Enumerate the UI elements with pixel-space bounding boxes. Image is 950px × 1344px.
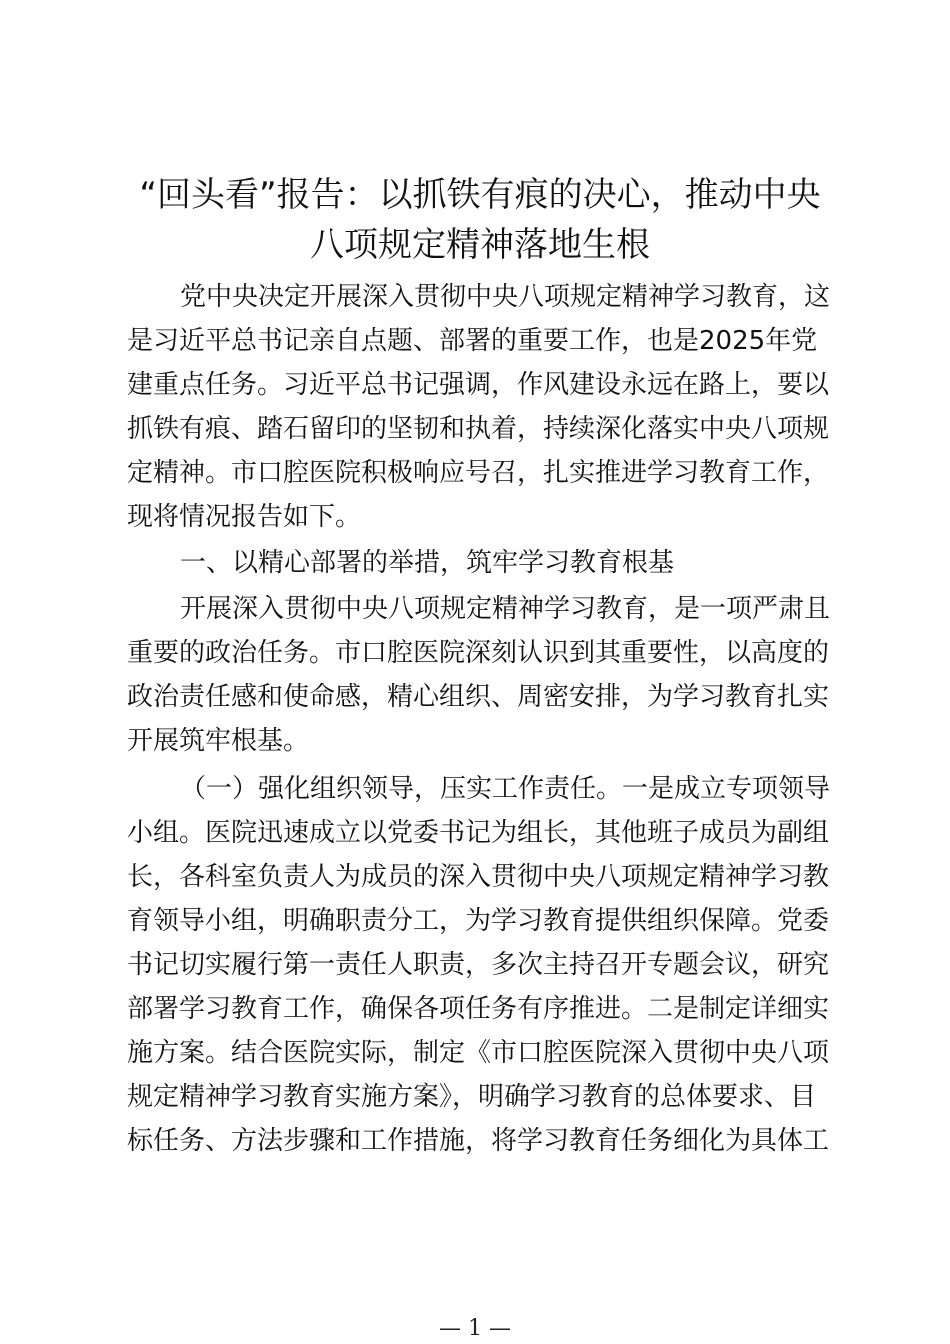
text-line: 现将情况报告如下。 xyxy=(127,502,362,532)
text-line: 重要的政治任务。市口腔医院深刻认识到其重要性，以高度的 xyxy=(127,638,830,668)
text-line: 标任务、方法步骤和工作措施，将学习教育任务细化为具体工 xyxy=(127,1126,830,1156)
section-heading: 一、以精心部署的举措，筑牢学习教育根基 xyxy=(180,548,675,578)
text-line: 施方案。结合医院实际，制定《市口腔医院深入贯彻中央八项 xyxy=(127,1038,830,1068)
text-line: 定精神。市口腔医院积极响应号召，扎实推进学习教育工作， xyxy=(127,458,830,488)
text-line: 规定精神学习教育实施方案》，明确学习教育的总体要求、目 xyxy=(127,1082,817,1112)
text-line: 是习近平总书记亲自点题、部署的重要工作，也是2025年党 xyxy=(127,326,818,356)
text-line: 小组。医院迅速成立以党委书记为组长，其他班子成员为副组 xyxy=(127,818,830,848)
text-line: （一）强化组织领导，压实工作责任。一是成立专项领导 xyxy=(180,774,831,804)
text-line: 开展筑牢根基。 xyxy=(127,726,310,756)
document-title-line-2: 八项规定精神落地生根 xyxy=(310,225,650,265)
text-line: 部署学习教育工作，确保各项任务有序推进。二是制定详细实 xyxy=(127,994,830,1024)
text-line: 育领导小组，明确职责分工，为学习教育提供组织保障。党委 xyxy=(127,906,830,936)
text-line: 政治责任感和使命感，精心组织、周密安排，为学习教育扎实 xyxy=(127,682,830,712)
document-title-line-1: “回头看”报告：以抓铁有痕的决心，推动中央 xyxy=(139,175,821,215)
text-line: 党中央决定开展深入贯彻中央八项规定精神学习教育，这 xyxy=(180,282,831,312)
text-line: 书记切实履行第一责任人职责，多次主持召开专题会议，研究 xyxy=(127,950,830,980)
text-line: 开展深入贯彻中央八项规定精神学习教育，是一项严肃且 xyxy=(180,594,831,624)
page-number: — 1 — xyxy=(439,1316,511,1341)
text-line: 抓铁有痕、踏石留印的坚韧和执着，持续深化落实中央八项规 xyxy=(127,414,830,444)
text-line: 长，各科室负责人为成员的深入贯彻中央八项规定精神学习教 xyxy=(127,862,830,892)
text-line: 建重点任务。习近平总书记强调，作风建设永远在路上，要以 xyxy=(127,370,830,400)
